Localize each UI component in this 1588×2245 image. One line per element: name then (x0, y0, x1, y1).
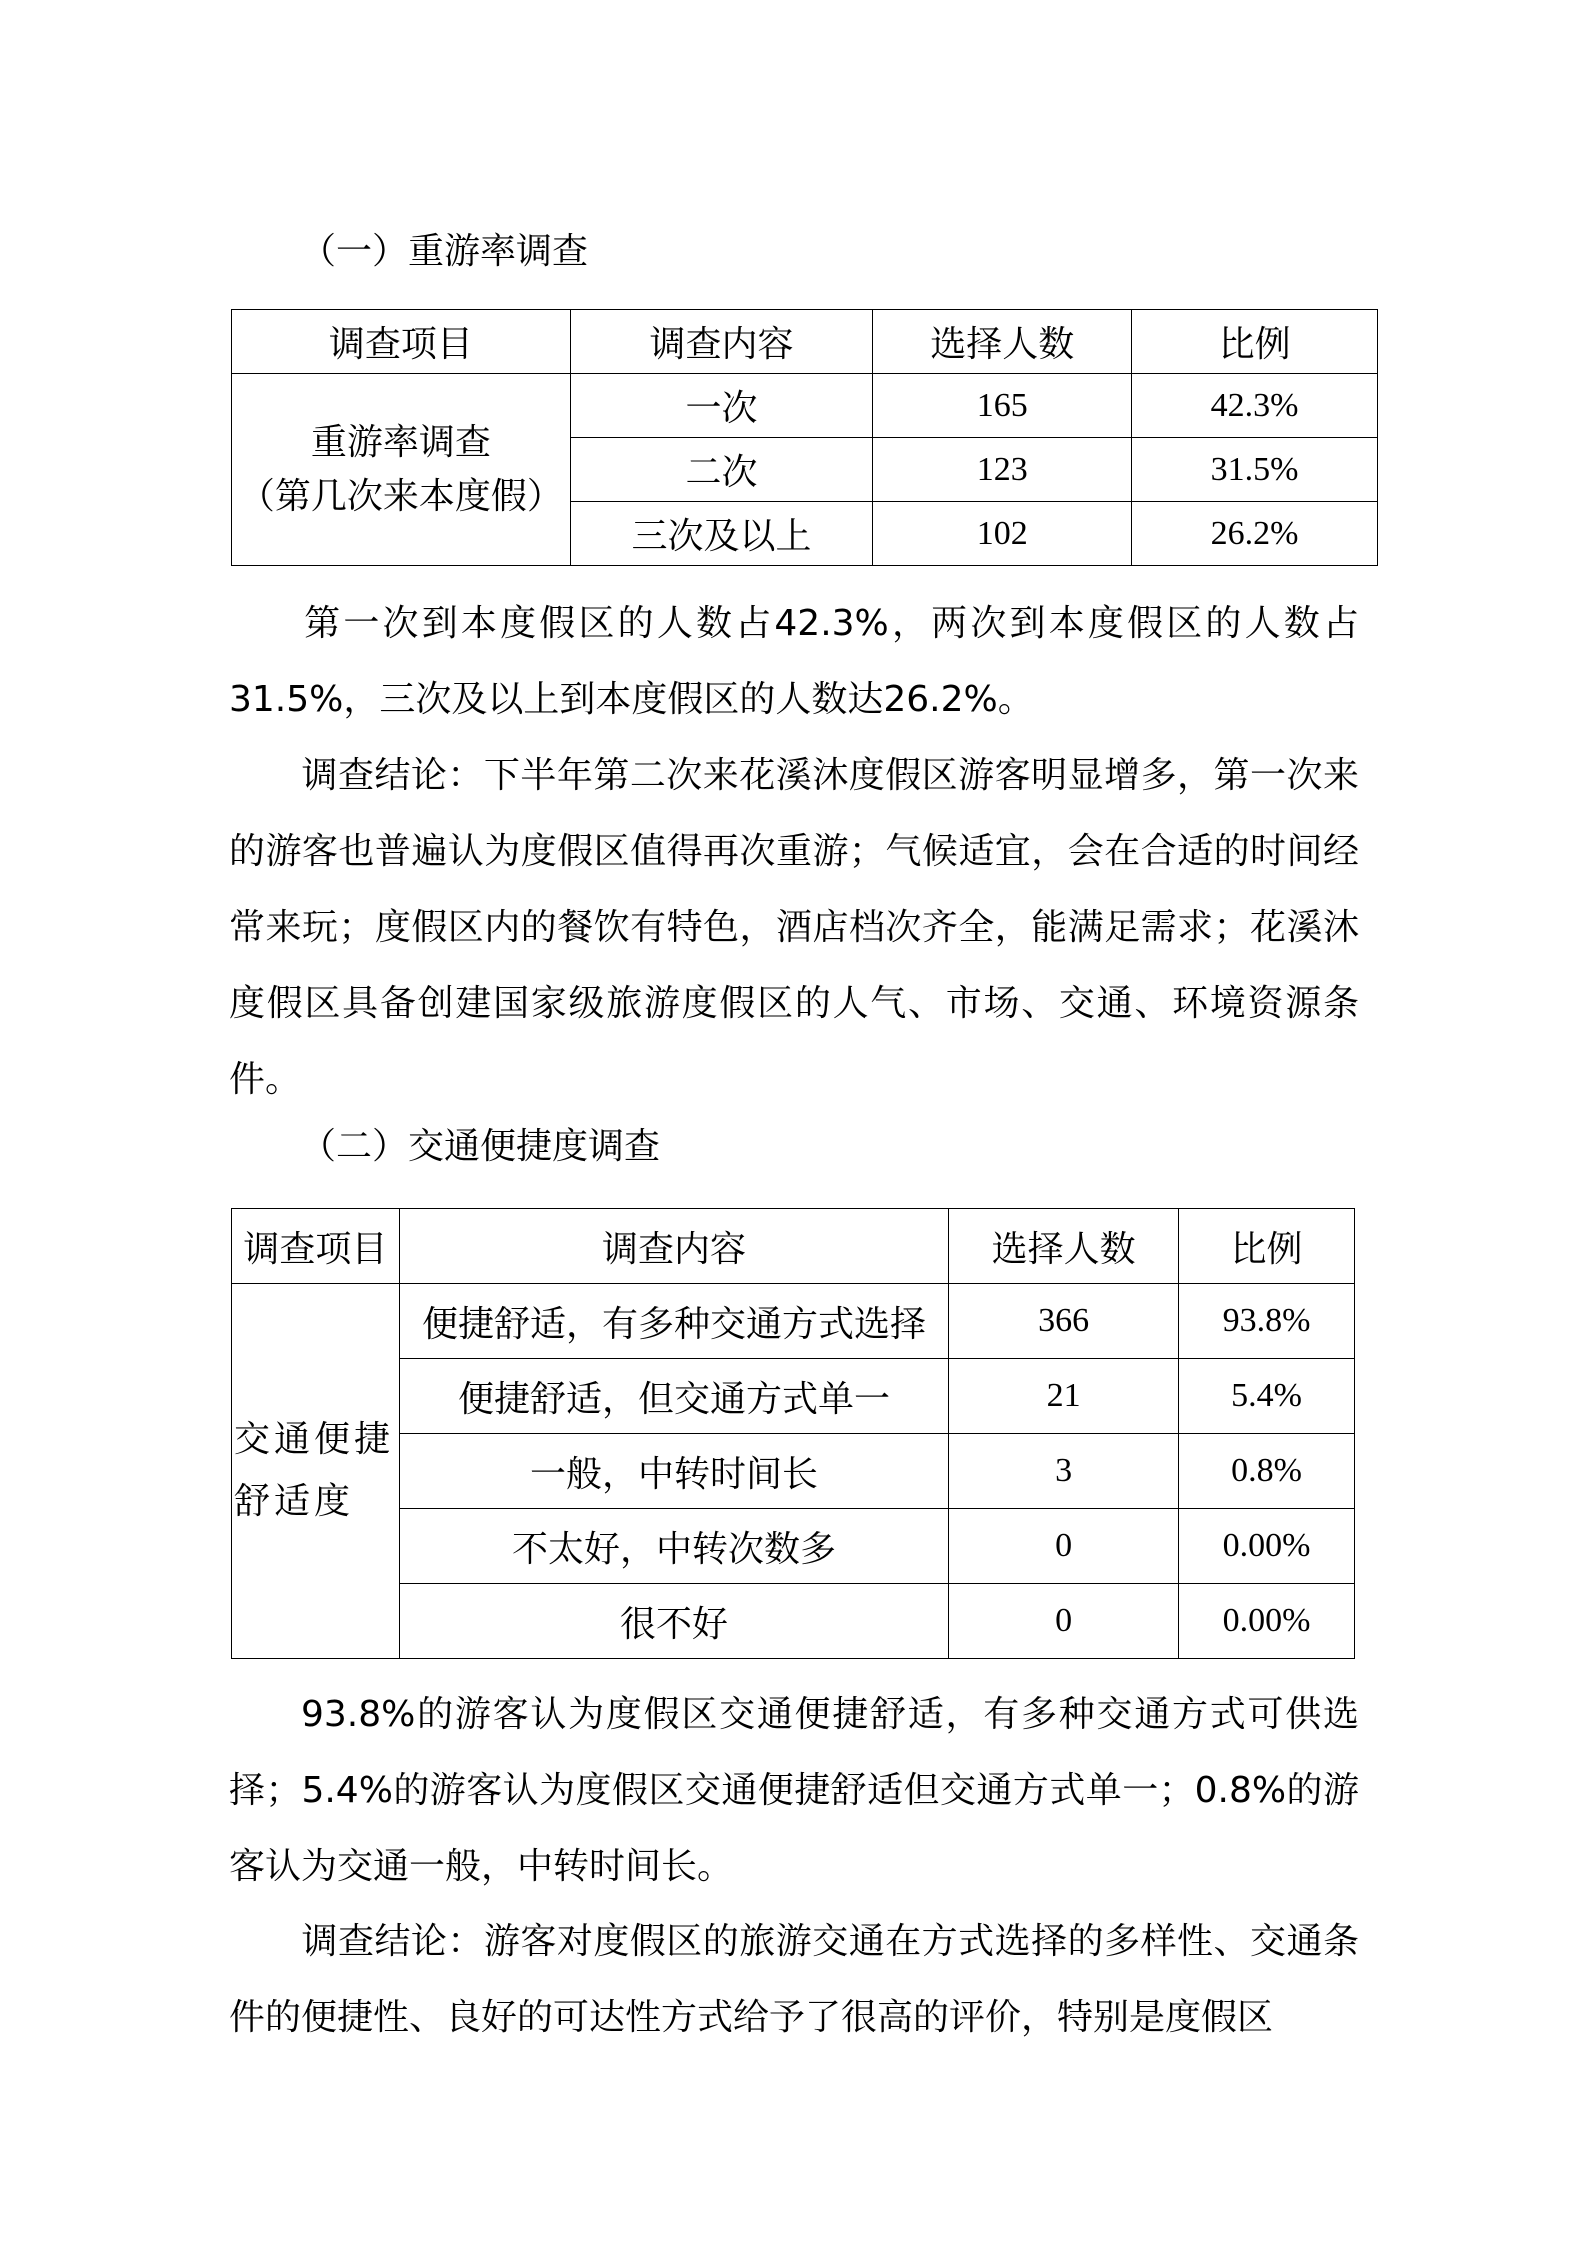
header-ratio: 比例 (1132, 310, 1378, 374)
section1-summary-text: 第一次到本度假区的人数占42.3%，两次到本度假区的人数占31.5%，三次及以上到本度假区的人数达26.2%。 (229, 603, 1359, 720)
content-cell: 便捷舒适，有多种交通方式选择 (399, 1284, 948, 1359)
section2-summary-paragraph (229, 1677, 1359, 1905)
header-content: 调查内容 (399, 1209, 948, 1284)
content-cell: 一次 (570, 374, 873, 438)
content-cell: 一般，中转时间长 (399, 1434, 948, 1509)
table-row (232, 1584, 1355, 1659)
table-row (232, 1434, 1355, 1509)
content-cell: 便捷舒适，但交通方式单一 (399, 1359, 948, 1434)
transport-convenience-table (231, 1208, 1355, 1659)
table-row (232, 1284, 1355, 1359)
survey-item-cell: 交通便捷舒适度 (232, 1284, 400, 1659)
content-cell: 不太好，中转次数多 (399, 1509, 948, 1584)
section1-heading: （一）重游率调查 (300, 231, 589, 272)
header-content: 调查内容 (570, 310, 873, 374)
ratio-cell: 0.00% (1179, 1509, 1355, 1584)
table-row (232, 374, 1378, 438)
count-cell: 102 (873, 502, 1132, 566)
content-cell: 二次 (570, 438, 873, 502)
ratio-cell: 0.00% (1179, 1584, 1355, 1659)
count-cell: 123 (873, 438, 1132, 502)
table-row (232, 1359, 1355, 1434)
ratio-cell: 0.8% (1179, 1434, 1355, 1509)
section2-summary-text: 93.8%的游客认为度假区交通便捷舒适，有多种交通方式可供选择；5.4%的游客认为度假区交通便捷舒适但交通方式单一；0.8%的游客认为交通一般，中转时间长。 (229, 1694, 1359, 1887)
ratio-cell: 26.2% (1132, 502, 1378, 566)
header-count: 选择人数 (873, 310, 1132, 374)
ratio-cell: 31.5% (1132, 438, 1378, 502)
survey-item-line2: （第几次来本度假） (238, 475, 563, 517)
section1-conclusion-paragraph (229, 738, 1359, 1118)
survey-item-cell (232, 374, 571, 566)
ratio-cell: 5.4% (1179, 1359, 1355, 1434)
revisit-rate-table (231, 309, 1378, 566)
content-cell: 很不好 (399, 1584, 948, 1659)
header-ratio: 比例 (1179, 1209, 1355, 1284)
section1-summary-paragraph (229, 586, 1359, 738)
header-count: 选择人数 (949, 1209, 1179, 1284)
count-cell: 0 (949, 1584, 1179, 1659)
table-header-row (232, 1209, 1355, 1284)
content-cell: 三次及以上 (570, 502, 873, 566)
section2-conclusion-paragraph (229, 1904, 1359, 2056)
header-item: 调查项目 (232, 310, 571, 374)
count-cell: 366 (949, 1284, 1179, 1359)
table-header-row (232, 310, 1378, 374)
table-row (232, 1509, 1355, 1584)
ratio-cell: 42.3% (1132, 374, 1378, 438)
count-cell: 21 (949, 1359, 1179, 1434)
survey-item-line1: 重游率调查 (310, 421, 491, 463)
count-cell: 0 (949, 1509, 1179, 1584)
header-item: 调查项目 (232, 1209, 400, 1284)
ratio-cell: 93.8% (1179, 1284, 1355, 1359)
count-cell: 3 (949, 1434, 1179, 1509)
section1-conclusion-text: 调查结论：下半年第二次来花溪沐度假区游客明显增多，第一次来的游客也普遍认为度假区值得再次重游；气候适宜，会在合适的时间经常来玩；度假区内的餐饮有特色，酒店档次齐全，能满足需求；花溪沐度假区具备创建国家级旅游度假区的人气、市场、交通、环境资源条件。 (229, 755, 1359, 1100)
count-cell: 165 (873, 374, 1132, 438)
section2-heading: （二）交通便捷度调查 (300, 1126, 661, 1167)
section2-conclusion-text: 调查结论：游客对度假区的旅游交通在方式选择的多样性、交通条件的便捷性、良好的可达性方式给予了很高的评价，特别是度假区 (229, 1921, 1359, 2038)
